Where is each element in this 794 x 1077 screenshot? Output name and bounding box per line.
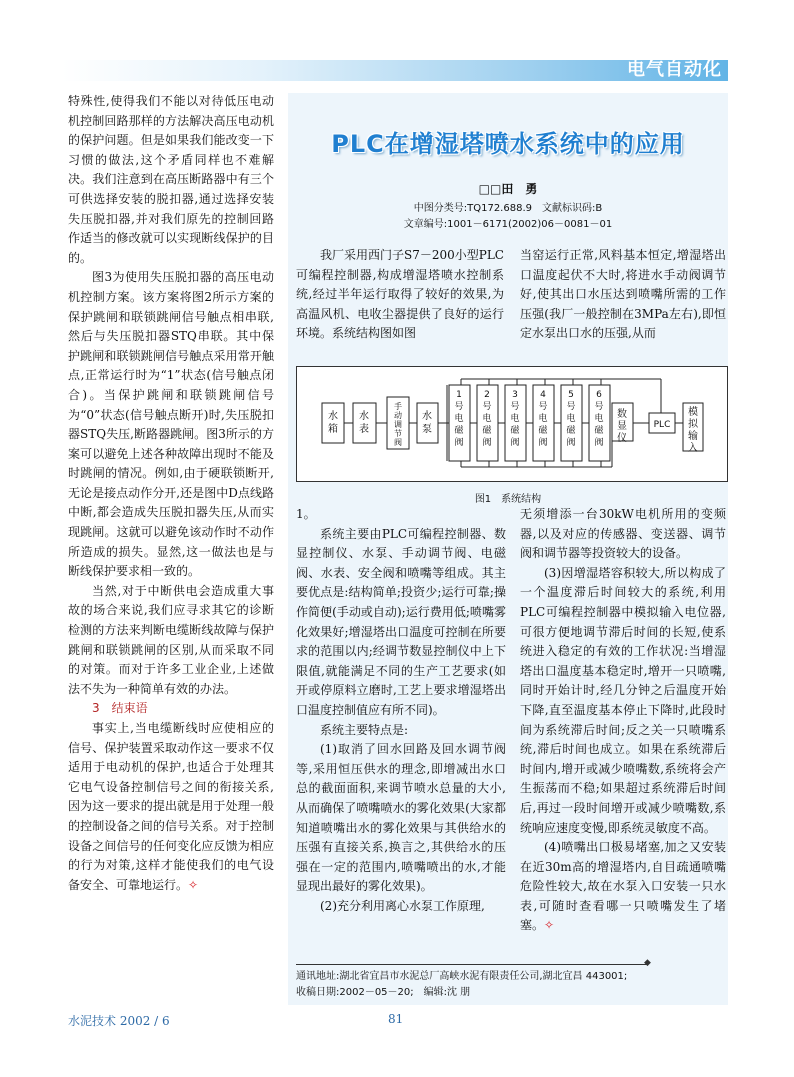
diagram-label-plc: PLC — [653, 420, 671, 430]
diagram-label-water-meter: 水表 — [359, 411, 369, 435]
left-paragraph-1: 特殊性,使得我们不能以对待低压电动机控制回路那样的方法解决高压电动机的保护问题。但是如果我们能改变一下习惯的做法,这个矛盾同样也不难解决。我们注意到在高压断路器中有三个可供选择安装的脱扣器,通过选择安装失压脱扣器,并对我们原先的控制回路作适当的修改就可以实现断线保护的目的。 — [68, 94, 274, 265]
body-right-p3: (4)喷嘴出口极易堵塞,加之又安装在近30m高的增湿塔内,自目疏通喷嘴危险性较大,故在水泵入口安装一只水表,可随时查看哪一只喷嘴发生了堵塞。✧ — [520, 840, 726, 933]
body-left-p2: 系统主要由PLC可编程控制器、数显控制仪、水泵、手动调节阀、电磁阀、水表、安全阀和喷嘴等组成。其主要优点是:结构简单;投资少;运行可靠;操作简便(手动或自动);运行费用低;喷嘴雾化效果好;增湿塔出口温度可控制在所要求的范围以内;经调节数显控制仪中上下限值,就能满足不同的生产工艺要求(如开或停原料立磨时,工艺上要求增湿塔出口温度控制值应有所不同)。 — [296, 526, 506, 717]
diagram-label-valve-6: 6 号电磁阀 — [594, 390, 604, 448]
body-left-p5: (2)充分利用离心水泵工作原理, — [320, 898, 485, 913]
section-header-title: 电气自动化 — [627, 59, 722, 80]
article-number-line: 文章编号:1001－6171(2002)06－0081－01 — [403, 219, 613, 230]
article-title: PLC在增湿塔喷水系统中的应用 — [331, 130, 685, 158]
diagram-label-valve-3: 3 号电磁阀 — [510, 390, 520, 448]
footnote-dates: 收稿日期:2002－05－20; 编辑:沈 朋 — [296, 987, 471, 998]
footer-journal: 水泥技术 2002 / 6 — [68, 1014, 170, 1028]
diagram-label-valve-2: 2 号电磁阀 — [482, 390, 492, 448]
diagram-label-valve-5: 5 号电磁阀 — [566, 390, 576, 448]
figure-caption: 图1 系统结构 — [474, 494, 542, 505]
left-column — [68, 92, 274, 895]
section-heading-conclusion: 3 结束语 — [92, 701, 148, 716]
separator-arrow-icon: ◆ — [644, 958, 651, 968]
diagram-label-pump: 水泵 — [422, 411, 432, 435]
classification-line: 中图分类号:TQ172.688.9 文献标识码:B — [413, 203, 603, 214]
page-number: 81 — [388, 1012, 404, 1026]
diagram-block-pump — [417, 403, 438, 443]
body-right-p1: 无须增添一台30kW电机所用的变频器,以及对应的传感器、变送器、调节阀和调节器等投资较大的设备。 — [520, 507, 726, 561]
diagram-block-water-meter — [353, 403, 376, 443]
intro-right — [520, 246, 726, 344]
intro-left — [296, 246, 504, 344]
body-left-p4: (1)取消了回水回路及回水调节阀等,采用恒压供水的理念,即增减出水口总的截面面积,来调节喷水总量的大小,从而确保了喷嘴喷水的雾化效果(大家都知道喷嘴出水的雾化效果与其供给水的压强有直接关系,换言之,其供给水的压强在一定的范围内,喷嘴喷出的水,才能显现出最好的雾化效果)。 — [296, 742, 506, 894]
diagram-label-valve-4: 4 号电磁阀 — [538, 390, 548, 448]
diagram-label-analog-input: 模拟输入 — [688, 407, 698, 454]
left-paragraph-conclusion: 事实上,当电缆断线时应使相应的信号、保护装置采取动作这一要求不仅适用于电动机的保护,也适合于处理其它电气设备控制信号之间的衔接关系,因为这一要求的提出就是用于处理一般的控制设备之间的信号关系。对于控制设备之间信号的任何变化应反馈为相应的行为对策,这样才能使我们的电气设备安全、可靠地运行。✧ — [68, 721, 274, 892]
diagram-label-manual-valve: 手动调节阀 — [394, 402, 402, 447]
footnote-separator — [296, 964, 648, 965]
footnote-address: 通讯地址:湖北省宜昌市水泥总厂高峡水泥有限责任公司,湖北宜昌 443001; — [296, 971, 628, 982]
diagram-label-valve-1: 1 号电磁阀 — [454, 390, 464, 448]
left-paragraph-2: 图3为使用失压脱扣器的高压电动机控制方案。该方案将图2所示方案的保护跳闸和联锁跳闸信号触点相串联,然后与失压脱扣器STQ串联。其中保护跳闸和联锁跳闸信号触点采用常开触点,正常运行时为“1”状态(信号触点闭合)。当保护跳闸和联锁跳闸信号为“0”状态(信号触点断开)时,失压脱扣器STQ失压,断路器跳闸。图3所示的方案可以避免上述各种故障出现时不能及时跳闸的情况。例如,由于硬联锁断开,无论是接点动作分开,还是图中D点线路中断,都会造成失压脱扣器失压,从而实现跳闸。这就可以避免该动作时不动作所造成的损失。显然,这一做法也是与断线保护要求相一致的。 — [68, 270, 274, 579]
body-right-p2: (3)因增湿塔容积较大,所以构成了一个温度滞后时间较大的系统,利用PLC可编程控制器中模拟输入电位器,可很方便地调节滞后时间的长短,使系统进入稳定的有效的工作状况:当增湿塔出口温度基本稳定时,增开一只喷嘴,同时开始计时,经几分钟之后温度开始下降,直至温度基本停止下降时,此段时间为系统滞后时间;反之关一只喷嘴系统,滞后时间也成立。如果在系统滞后时间内,增开或减少喷嘴数,系统将会产生振荡而不稳;如果超过系统滞后时间后,再过一段时间增开或减少喷嘴数,系统响应速度变慢,即系统灵敏度不高。 — [520, 565, 726, 835]
article-end-mark-icon: ✧ — [544, 918, 555, 933]
article-author: □□田 勇 — [478, 182, 538, 196]
body-left-p1: 1。 — [296, 507, 316, 521]
diagram-label-water-tank: 水箱 — [328, 411, 338, 435]
body-left-column — [296, 505, 506, 916]
left-paragraph-3: 当然,对于中断供电会造成重大事故的场合来说,我们应寻求其它的诊断检测的方法来判断电缆断线故障与保护跳闸和联锁跳闸的区别,从而采取不同的对策。而对于许多工业企业,上述做法不失为一种简单有效的办法。 — [68, 583, 274, 696]
end-mark-icon: ✧ — [188, 877, 199, 892]
body-left-p3: 系统主要特点是: — [320, 722, 409, 737]
intro-left-text: 我厂采用西门子S7－200小型PLC可编程控制器,构成增湿塔喷水控制系统,经过半年运行取得了较好的效果,为高温风机、电收尘器提供了良好的运行环境。系统结构图如图 — [296, 248, 504, 341]
diagram-label-display: 数显仪 — [617, 409, 627, 444]
diagram-block-water-tank — [322, 403, 344, 443]
intro-right-text: 当窑运行正常,风料基本恒定,增湿塔出口温度起伏不大时,将进水手动阀调节好,使其出口水压达到喷嘴所需的工作压强(我厂一般控制在3MPa左右),即恒定水泵出口水的压强,从而 — [520, 248, 726, 341]
body-right-column — [520, 505, 726, 936]
system-structure-diagram — [296, 366, 728, 482]
